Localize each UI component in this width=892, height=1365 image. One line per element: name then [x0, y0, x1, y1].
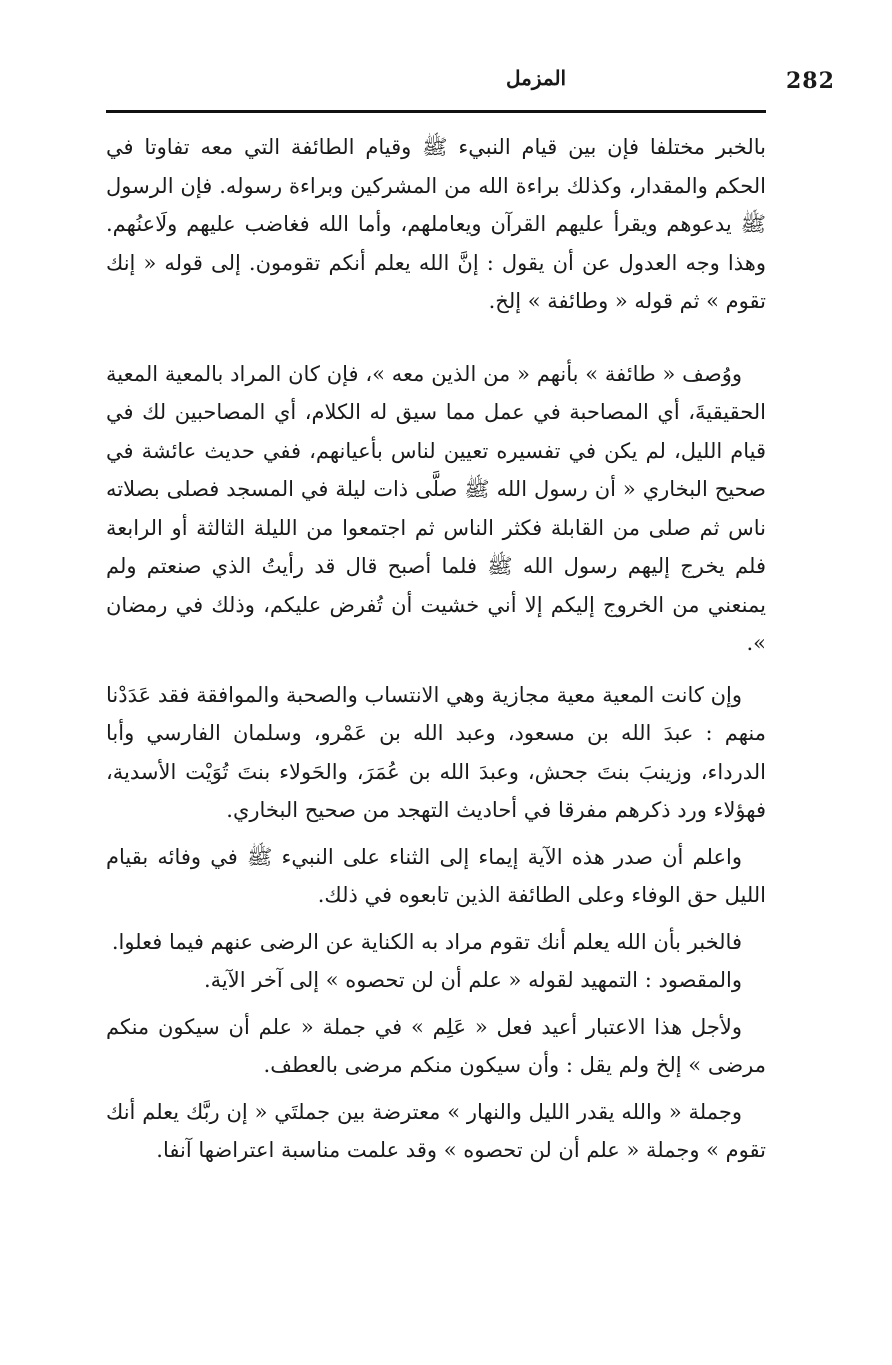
paragraph: وإن كانت المعية معية مجازية وهي الانتساب والصحبة والموافقة فقد عَدَدْنا منهم : عبدَ الله بن مسعود، وعبد الله بن عَمْرو، وسلمان الفارسي وأبا الدرداء، وزينبَ بنتَ جحش، وعبدَ الله بن عُمَرَ، والحَولاء بنتَ تُوَيْت الأسدية، فهؤلاء ورد ذكرهم مفرقا في أحاديث التهجد من صحيح البخاري. — [106, 682, 766, 822]
paragraph: والمقصود : التمهيد لقوله « علم أن لن تحصوه » إلى آخر الآية. — [204, 968, 742, 992]
paragraph: فالخبر بأن الله يعلم أنك تقوم مراد به الكناية عن الرضى عنهم فيما فعلوا. — [111, 929, 742, 954]
header-rule — [106, 110, 766, 113]
body-text — [106, 128, 766, 1170]
page-header — [106, 62, 835, 108]
paragraph: وجملة « والله يقدر الليل والنهار » معترضة بين جملتَي « إن ربَّك يعلم أنك تقوم » وجملة « علم أن لن تحصوه » وقد علمت مناسبة اعتراضها آنفا. — [106, 1099, 766, 1162]
page-number: 282 — [786, 68, 835, 94]
running-title: المزمل — [506, 66, 567, 90]
paragraph: ولأجل هذا الاعتبار أعيد فعل « عَلِم » في جملة « علم أن سيكون منكم مرضى » إلخ ولم يقل : وأن سيكون منكم مرضى بالعطف. — [106, 1014, 766, 1077]
paragraph: واعلم أن صدر هذه الآية إيماء إلى الثناء على النبيء ﷺ في وفائه بقيام الليل حق الوفاء وعلى الطائفة الذين تابعوه في ذلك. — [106, 844, 766, 907]
paragraph: ووُصف « طائفة » بأنهم « من الذين معه »، فإن كان المراد بالمعية المعية الحقيقيةَ، أي المصاحبة في عمل مما سيق له الكلام، أي المصاحبين لك في قيام الليل، لم يكن في تفسيره تعيين لناس بأعيانهم، ففي حديث عائشة في صحيح البخاري « أن رسول الله ﷺ صلَّى ذات ليلة في المسجد فصلى بصلاته ناس ثم صلى من القابلة فكثر الناس ثم اجتمعوا من الليلة الثالثة أو الرابعة فلم يخرج إليهم رسول الله ﷺ فلما أصبح قال قد رأيتُ الذي صنعتم ولم يمنعني من الخروج إليكم إلا أني خشيت أن تُفرض عليكم، وذلك في رمضان ». — [106, 361, 766, 655]
paragraph: بالخبر مختلفا فإن بين قيام النبيء ﷺ وقيام الطائفة التي معه تفاوتا في الحكم والمقدار، وكذلك براءة الله من المشركين وبراءة رسوله. فإن الرسول ﷺ يدعوهم ويقرأ عليهم القرآن ويعاملهم، وأما الله فغاضب عليهم ولَاعنُهم. وهذا وجه العدول عن أن يقول : إنَّ الله يعلم أنكم تقومون. إلى قوله « إنك تقوم » ثم قوله « وطائفة » إلخ. — [106, 135, 766, 313]
